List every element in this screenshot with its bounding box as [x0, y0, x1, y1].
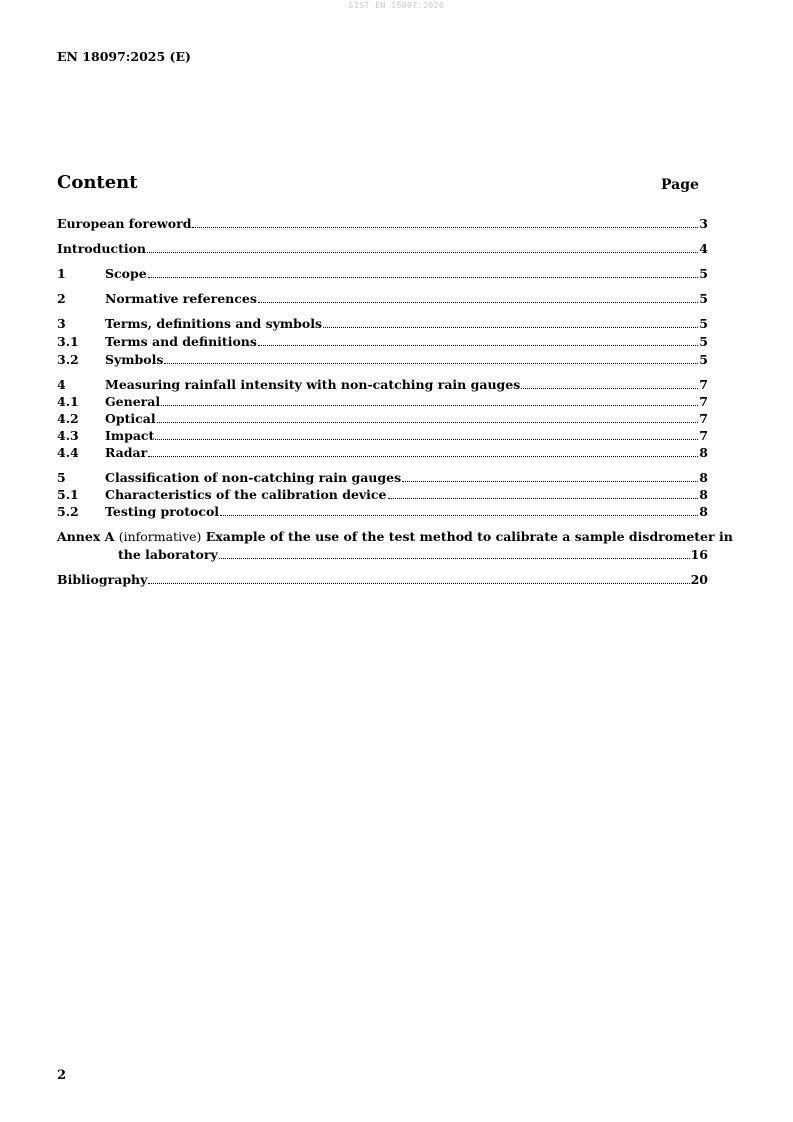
toc-entry-title: Bibliography — [57, 572, 148, 587]
toc-entry-page: 5 — [699, 291, 708, 306]
toc-entry-page: 5 — [699, 316, 708, 331]
toc-entry[interactable] — [57, 411, 708, 427]
toc-entry-title: Terms and definitions — [105, 334, 257, 349]
toc-entry-page: 3 — [699, 216, 708, 231]
toc-entry-title: Testing protocol — [105, 504, 220, 519]
toc-entry-page: 7 — [699, 377, 708, 392]
annex-title-line2: the laboratory — [118, 547, 218, 562]
toc-entry-title: Measuring rainfall intensity with non-catching rain gauges — [105, 377, 521, 392]
toc-entry-page: 7 — [699, 428, 708, 443]
toc-entry-title: Impact — [105, 428, 155, 443]
dot-leader — [388, 487, 699, 499]
dot-leader — [258, 334, 698, 346]
toc-entry-number: 3.2 — [57, 352, 79, 367]
toc-entry[interactable] — [57, 316, 708, 332]
toc-entry-number: 2 — [57, 291, 66, 306]
toc-entry-title: Normative references — [105, 291, 257, 306]
dot-leader — [147, 241, 698, 253]
toc-entry[interactable] — [57, 487, 708, 503]
toc-entry[interactable] — [57, 394, 708, 410]
dot-leader — [161, 394, 698, 406]
dot-leader — [192, 216, 698, 228]
watermark: SIST EN 18097:2026 — [348, 1, 445, 10]
toc-entry-bibliography[interactable] — [57, 572, 708, 588]
toc-entry-page: 5 — [699, 334, 708, 349]
dot-leader — [258, 291, 698, 303]
dot-leader — [402, 470, 698, 482]
toc-entry-number: 4.3 — [57, 428, 79, 443]
toc-entry-page: 8 — [699, 487, 708, 502]
toc-entry-title: Scope — [105, 266, 147, 281]
toc-entry[interactable] — [57, 352, 708, 368]
toc-entry-title: Terms, definitions and symbols — [105, 316, 322, 331]
toc-entry-title: Radar — [105, 445, 148, 460]
toc-entry[interactable] — [57, 291, 708, 307]
annex-qualifier: (informative) — [118, 529, 202, 544]
dot-leader — [521, 377, 698, 389]
toc-entry-page: 7 — [699, 411, 708, 426]
toc-entry-page: 8 — [699, 470, 708, 485]
toc-entry-page: 8 — [699, 504, 708, 519]
dot-leader — [219, 547, 690, 559]
toc-entry-title: Symbols — [105, 352, 164, 367]
toc-title: Content — [57, 172, 138, 193]
toc-entry[interactable] — [57, 266, 708, 282]
toc-entry-number: 4.1 — [57, 394, 79, 409]
toc-entry-title: Characteristics of the calibration device — [105, 487, 387, 502]
document-id: EN 18097:2025 (E) — [57, 49, 191, 64]
dot-leader — [155, 428, 698, 440]
toc-entry[interactable] — [57, 377, 708, 393]
toc-entry-title: Introduction — [57, 241, 147, 256]
toc-entry[interactable] — [57, 241, 708, 257]
toc-entry-page: 7 — [699, 394, 708, 409]
dot-leader — [164, 352, 698, 364]
toc-entry-title: European foreword — [57, 216, 192, 231]
toc-entry-number: 5.1 — [57, 487, 79, 502]
annex-title-line1: Example of the use of the test method to calibrate a sample disdrometer in — [205, 529, 733, 544]
dot-leader — [157, 411, 699, 423]
toc-entry-number: 3.1 — [57, 334, 79, 349]
toc-entry-page: 5 — [699, 352, 708, 367]
toc-entry-number: 1 — [57, 266, 66, 281]
dot-leader — [148, 266, 699, 278]
toc-entry-number: 5.2 — [57, 504, 79, 519]
dot-leader — [220, 504, 698, 516]
toc-entry-page: 20 — [690, 572, 708, 587]
page-column-heading: Page — [661, 177, 699, 193]
page-number: 2 — [57, 1068, 67, 1083]
dot-leader — [148, 445, 698, 457]
toc-entry-page: 8 — [699, 445, 708, 460]
toc-entry-title: General — [105, 394, 161, 409]
dot-leader — [323, 316, 698, 328]
toc-entry[interactable] — [57, 216, 708, 232]
toc-entry[interactable] — [57, 470, 708, 486]
toc-entry[interactable] — [57, 428, 708, 444]
toc-entry-title: Classification of non-catching rain gauges — [105, 470, 402, 485]
toc-entry-number: 3 — [57, 316, 66, 331]
toc-entry[interactable] — [57, 445, 708, 461]
toc-annex-entry-continued[interactable] — [118, 547, 708, 563]
toc-entry-title: Optical — [105, 411, 156, 426]
annex-label: Annex A — [57, 529, 115, 544]
toc-entry[interactable] — [57, 504, 708, 520]
toc-entry[interactable] — [57, 334, 708, 350]
toc-entry-page: 16 — [690, 547, 708, 562]
dot-leader — [148, 572, 689, 584]
toc-annex-entry[interactable] — [57, 529, 733, 545]
toc-entry-number: 5 — [57, 470, 66, 485]
toc-entry-page: 4 — [699, 241, 708, 256]
toc-entry-number: 4 — [57, 377, 66, 392]
toc-entry-page: 5 — [699, 266, 708, 281]
toc-entry-number: 4.4 — [57, 445, 79, 460]
toc-entry-number: 4.2 — [57, 411, 79, 426]
